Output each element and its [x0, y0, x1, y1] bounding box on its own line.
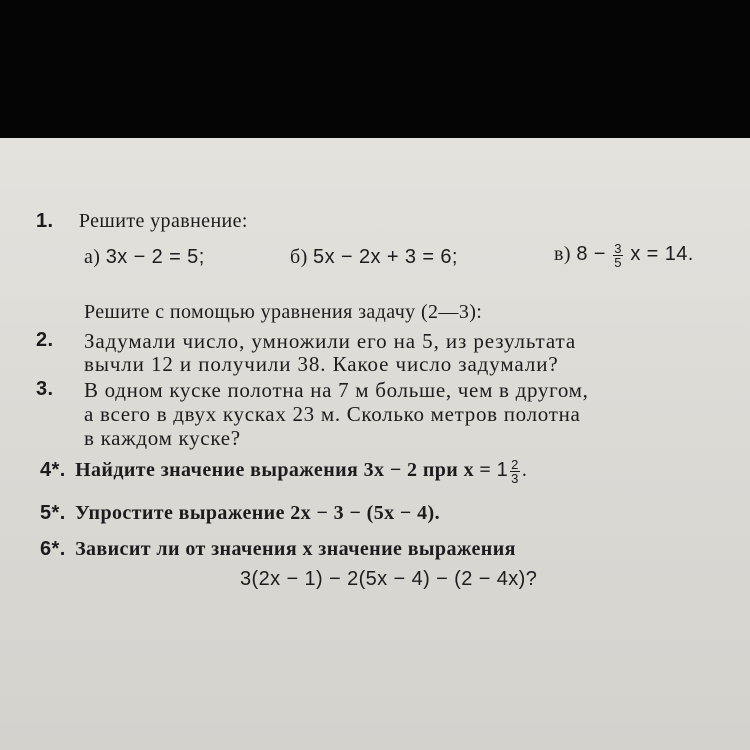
- problem-1-number: 1.: [36, 210, 54, 232]
- problem-6-number: 6*.: [40, 538, 66, 560]
- problem-2-line-2: вычли 12 и получили 38. Какое число задумали?: [84, 352, 559, 376]
- task-intro: Решите с помощью уравнения задачу (2—3):: [84, 301, 483, 323]
- problem-1b: [290, 246, 458, 269]
- problem-1c-label: в): [554, 243, 571, 266]
- problem-6-expression: 3(2x − 1) − 2(5x − 4) − (2 − 4x)?: [240, 568, 538, 590]
- problem-1c-numerator: 3: [614, 241, 622, 256]
- problem-1a-label: а): [84, 246, 101, 268]
- problem-4-denominator: 3: [511, 471, 519, 486]
- problem-4-text: Найдите значение выражения 3x − 2 при x =: [75, 459, 492, 482]
- textbook-page: [0, 138, 750, 750]
- problem-4-fraction: [510, 458, 520, 485]
- problem-5-text: Упростите выражение 2x − 3 − (5x − 4).: [75, 502, 440, 524]
- problem-1c-denominator: 5: [614, 255, 622, 270]
- dark-background: [0, 0, 750, 138]
- problem-3-number: 3.: [36, 378, 54, 400]
- problem-1c-pre: 8 −: [576, 243, 606, 266]
- problem-6-text: Зависит ли от значения x значение выражения: [75, 538, 516, 560]
- problem-1b-equation: 5x − 2x + 3 = 6;: [313, 246, 458, 268]
- problem-4-end: .: [521, 459, 528, 482]
- problem-1c: [554, 242, 694, 269]
- problem-3-line-2: а всего в двух кусках 23 м. Сколько метров полотна: [84, 402, 581, 426]
- problem-5: [40, 502, 440, 525]
- problem-3-line-1: В одном куске полотна на 7 м больше, чем в другом,: [84, 378, 589, 402]
- problem-3-line-3: в каждом куске?: [84, 426, 241, 450]
- problem-1c-fraction: [613, 242, 623, 269]
- problem-4-number: 4*.: [40, 459, 66, 482]
- problem-2-line-1: Задумали число, умножили его на 5, из результата: [84, 329, 577, 353]
- problem-4-whole: 1: [496, 459, 509, 482]
- problem-6: [40, 538, 516, 561]
- problem-1-prompt: Решите уравнение:: [78, 210, 248, 232]
- problem-1a-equation: 3x − 2 = 5;: [105, 246, 205, 268]
- problem-4-numerator: 2: [511, 457, 519, 472]
- problem-4: [40, 458, 527, 485]
- problem-1-heading: [36, 210, 248, 233]
- problem-2-number: 2.: [36, 329, 54, 351]
- problem-1a: [84, 246, 205, 269]
- problem-5-number: 5*.: [40, 502, 66, 524]
- problem-1b-label: б): [290, 246, 308, 268]
- problem-1c-post: x = 14.: [630, 243, 694, 266]
